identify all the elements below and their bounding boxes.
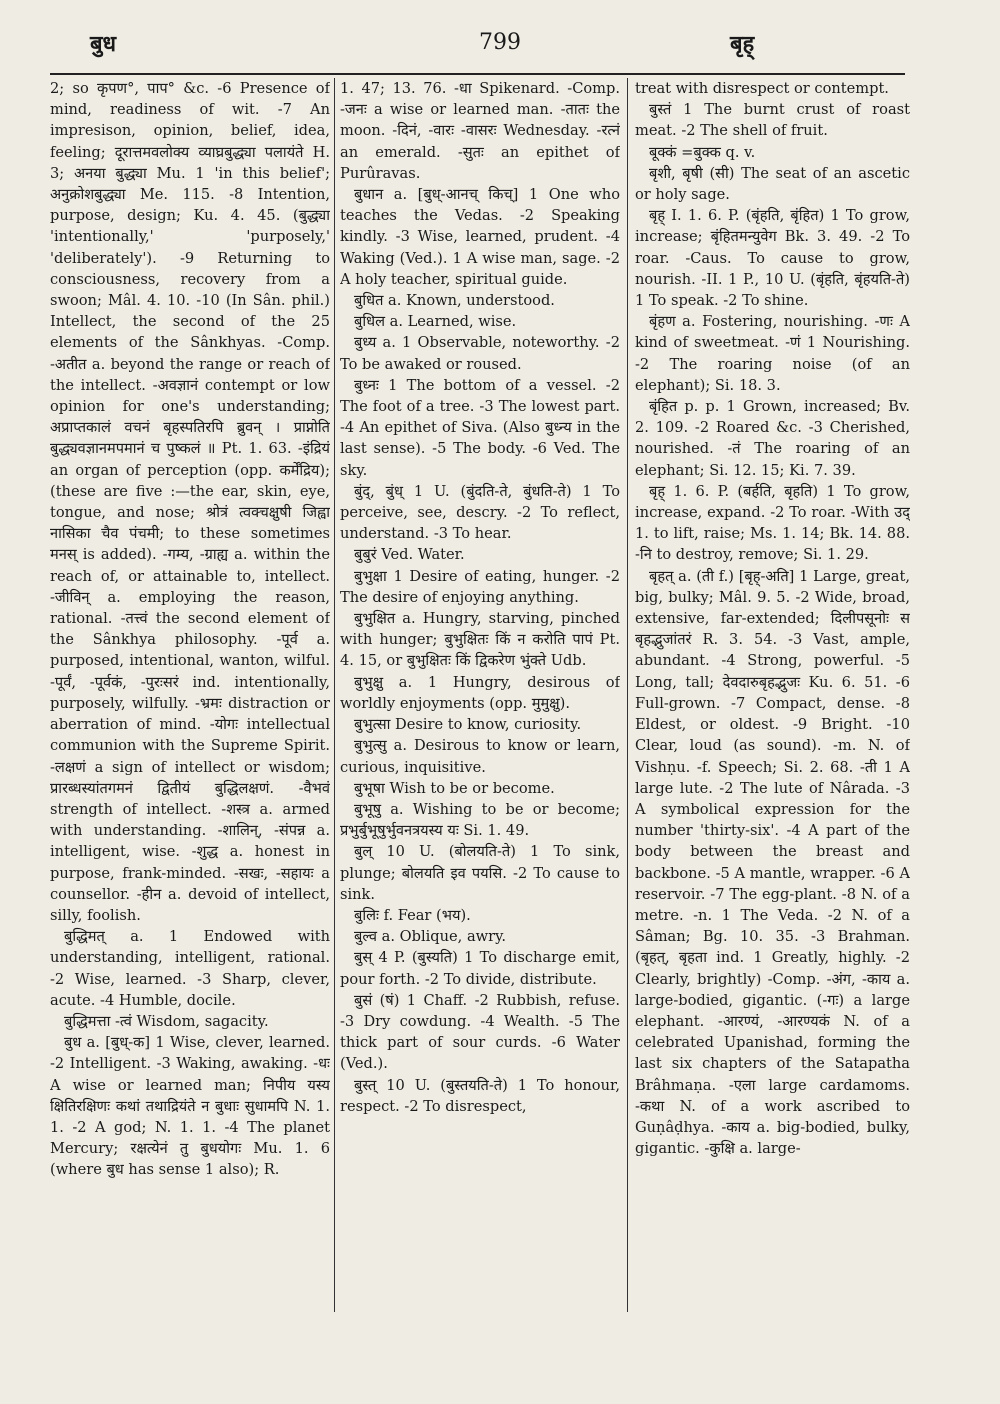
- dictionary-entry: बृह् I. 1. 6. P. (बृंहति, बृंहित) 1 To grow, increase; बृंहितमन्युवेग Bk. 3. 49. -2 To roar. -Caus. To cause to grow, nourish. -II. 1 P., 10 U. (बृंहति, बृंहयति-ते) 1 To speak. -2 To shine.: [635, 207, 910, 310]
- dictionary-entry: बुधान a. [बुध्-आनच् किच्] 1 One who teaches the Vedas. -2 Speaking kindly. -3 Wise, learned, prudent. -4 Waking (Ved.). 1 A wise man, sage. -2 A holy teacher, spiritual guide.: [340, 186, 620, 288]
- dictionary-entry: बुद्धिमत्ता -त्वं Wisdom, sagacity.: [64, 1012, 269, 1030]
- column-divider: [627, 78, 628, 1312]
- dictionary-entry: बुभूषा Wish to be or become.: [354, 779, 555, 797]
- dictionary-entry: 2; so कृपण°, पाप° &c. -6 Presence of mind, readiness of wit. -7 An impresison, opinion, belief, idea, feeling; दूरात्तमवलोक्य व्याघ्रबुद्ध्या पलायंते H. 3; अनया बुद्ध्या Mu. 1 'in this belief'; अनुक्रोशबुद्ध्या Me. 115. -8 Intention, purpose, design; Ku. 4. 45. (बुद्ध्या 'intentionally,' 'purposely,' 'deliberately'). -9 Returning to consciousness, recovery from a swoon; Mâl. 4. 10. -10 (In Sân. phil.) Intellect, the second of the 25 elements of the Sânkhyas. -Comp. -अतीत a. beyond the range or reach of the intellect. -अवज्ञानं contempt or low opinion for one's understanding; अप्राप्तकालं वचनं बृहस्पतिरपि ब्रुवन् । प्राप्नोति बुद्ध्यवज्ञानमपमानं च पुष्कलं ॥ Pt. 1. 63. -इंद्रियं an organ of perception (opp. कर्मेंद्रिय); (these are five :—the ear, skin, eye, tongue, and nose; श्रोत्रं त्वक्चक्षुषी जिह्वा नासिका चैव पंचमी; to these sometimes मनस् is added). -गम्य, -ग्राह्य a. within the reach of, or attainable to, intellect. -जीविन् a. employing the reason, rational. -तत्त्वं the second element of the Sânkhya philosophy. -पूर्व a. purposed, intentional, wanton, wilful. -पूर्वं, -पूर्वकं, -पुरःसरं ind. intentionally, purposely, wilfully. -भ्रमः distraction or aberration of mind. -योगः intellectual communion with the Supreme Spirit. -लक्षणं a sign of intellect or wisdom; प्रारब्धस्यांतगमनं द्वितीयं बुद्धिलक्षणं. -वैभवं strength of intellect. -शस्त्र a. armed with understanding. -शालिन्, -संपन्न a. intelligent, wise. -शुद्ध a. honest in purpose, frank-minded. -सखः, -सहायः a counsellor. -हीन a. devoid of intellect, silly, foolish.: [50, 80, 330, 924]
- dictionary-entry: बृशी, बृषी (सी) The seat of an ascetic or holy sage.: [635, 164, 910, 204]
- dictionary-entry: बुस्तं 1 The burnt crust of roast meat. -2 The shell of fruit.: [635, 101, 910, 140]
- dictionary-entry: बृंहण a. Fostering, nourishing. -णः A kind of sweetmeat. -णं 1 Nourishing. -2 The roaring noise (of an elephant); Si. 18. 3.: [635, 313, 910, 394]
- guide-word-left: बुध: [90, 31, 117, 57]
- dictionary-entry: 1. 47; 13. 76. -धा Spikenard. -Comp. -जनः a wise or learned man. -तातः the moon. -दिनं, -वारः -वासरः Wednesday. -रत्नं an emerald. -सुतः an epithet of Purûravas.: [340, 80, 620, 182]
- dictionary-entry: बुंद्, बुंध् 1 U. (बुंदति-ते, बुंधति-ते) 1 To perceive, see, descry. -2 To reflect, understand. -3 To hear.: [340, 482, 620, 543]
- page-header: [0, 0, 1000, 78]
- dictionary-entry: बुबुरं Ved. Water.: [354, 546, 465, 564]
- column-3: [635, 78, 910, 1378]
- dictionary-entry: बुसं (षं) 1 Chaff. -2 Rubbish, refuse. -3 Dry cowdung. -4 Wealth. -5 The thick part of sour curds. -6 Water (Ved.).: [340, 991, 620, 1073]
- dictionary-entry: बुस्त् 10 U. (बुस्तयति-ते) 1 To honour, respect. -2 To disrespect,: [340, 1076, 620, 1115]
- dictionary-entry: बुल् 10 U. (बोलयति-ते) 1 To sink, plunge; बोलयति इव पयसि. -2 To cause to sink.: [340, 843, 620, 903]
- guide-word-right: बृह्: [730, 31, 755, 57]
- column-1: [50, 78, 330, 1378]
- dictionary-entry: treat with disrespect or contempt.: [635, 80, 889, 97]
- dictionary-entry: बृह् 1. 6. P. (बर्हति, बृहति) 1 To grow, increase, expand. -2 To roar. -With उद् 1. to lift, raise; Ms. 1. 14; Bk. 14. 88. -नि to destroy, remove; Si. 1. 29.: [635, 482, 910, 564]
- dictionary-entry: बुलिः f. Fear (भय).: [354, 906, 471, 924]
- dictionary-entry: बुद्धिमत् a. 1 Endowed with understanding, intelligent, rational. -2 Wise, learned. -3 Sharp, clever, acute. -4 Humble, docile.: [50, 928, 330, 1009]
- page-number: 799: [479, 30, 521, 55]
- column-divider: [334, 78, 335, 1312]
- dictionary-entry: बृहत् a. (ती f.) [बृह्-अति] 1 Large, great, big, bulky; Mâl. 9. 5. -2 Wide, broad, extensive, far-extended; दिलीपसूनोः स बृहद्भुजांतरं R. 3. 54. -3 Vast, ample, abundant. -4 Strong, powerful. -5 Long, tall; देवदारुबृहद्भुजः Ku. 6. 51. -6 Full-grown. -7 Compact, dense. -8 Eldest, or oldest. -9 Bright. -10 Clear, loud (as sound). -m. N. of Vishṇu. -f. Speech; Si. 2. 68. -ती 1 A large lute. -2 The lute of Nârada. -3 A symbolical expression for the number 'thirty-six'. -4 A part of the body between the breast and backbone. -5 A mantle, wrapper. -6 A reservoir. -7 The egg-plant. -8 N. of a metre. -n. 1 The Veda. -2 N. of a Sâman; Bg. 10. 35. -3 Brahman. (बृहत्, बृहता ind. 1 Greatly, highly. -2 Clearly, brightly) -Comp. -अंग, -काय a. large-bodied, gigantic. (-गः) a large elephant. -आरण्यं, -आरण्यकं N. of a celebrated Upanishad, forming the last six chapters of the Satapatha Brâhmaṇa. -एला large cardamoms. -कथा N. of a work ascribed to Guṇâḍhya. -काय a. big-bodied, bulky, gigantic. -कुक्षि a. large-: [635, 567, 910, 1158]
- dictionary-entry: बूक्कं =बुक्क q. v.: [649, 143, 756, 161]
- dictionary-entry: बुस् 4 P. (बुस्यति) 1 To discharge emit, pour forth. -2 To divide, distribute.: [340, 949, 620, 988]
- dictionary-entry: बुधित a. Known, understood.: [354, 292, 555, 310]
- dictionary-entry: बुध a. [बुध्-क] 1 Wise, clever, learned. -2 Intelligent. -3 Waking, awaking. -धः A wise or learned man; निपीय यस्य क्षितिरक्षिणः कथां तथाद्रियंते न बुधाः सुधामपि N. 1. 1. -2 A god; N. 1. 1. -4 The planet Mercury; रक्षत्येनं तु बुधयोगः Mu. 1. 6 (where बुध has sense 1 also); R.: [50, 1034, 330, 1179]
- dictionary-entry: बुध्य a. 1 Observable, noteworthy. -2 To be awaked or roused.: [340, 334, 620, 373]
- dictionary-entry: बुभूषु a. Wishing to be or become; प्रभुर्बुभूषुर्भुवनत्रयस्य यः Si. 1. 49.: [340, 800, 620, 840]
- dictionary-entry: बुध्नः 1 The bottom of a vessel. -2 The foot of a tree. -3 The lowest part. -4 An epithet of Siva. (Also बुध्न्य in the last sense). -5 The body. -6 Ved. The sky.: [340, 376, 620, 479]
- dictionary-entry: बुभुत्सा Desire to know, curiosity.: [354, 716, 582, 734]
- dictionary-entry: बुभुत्सु a. Desirous to know or learn, curious, inquisitive.: [340, 737, 620, 776]
- dictionary-entry: बुभुक्षा 1 Desire of eating, hunger. -2 The desire of enjoying anything.: [340, 567, 620, 606]
- dictionary-entry: बुभुक्षित a. Hungry, starving, pinched with hunger; बुभुक्षितः किं न करोति पापं Pt. 4. 15, or बुभुक्षितः किं द्विकरेण भुंक्ते Udb.: [340, 610, 620, 670]
- column-2: [340, 78, 620, 1378]
- dictionary-entry: बुधिल a. Learned, wise.: [354, 313, 517, 331]
- dictionary-entry: बृंहित p. p. 1 Grown, increased; Bv. 2. 109. -2 Roared &c. -3 Cherished, nourished. -तं The roaring of an elephant; Si. 12. 15; Ki. 7. 39.: [635, 398, 910, 479]
- header-rule: [50, 73, 905, 75]
- dictionary-entry: बुभुक्षु a. 1 Hungry, desirous of worldly enjoyments (opp. मुमुक्षु).: [340, 673, 620, 712]
- dictionary-entry: बुल्व a. Oblique, awry.: [354, 928, 507, 946]
